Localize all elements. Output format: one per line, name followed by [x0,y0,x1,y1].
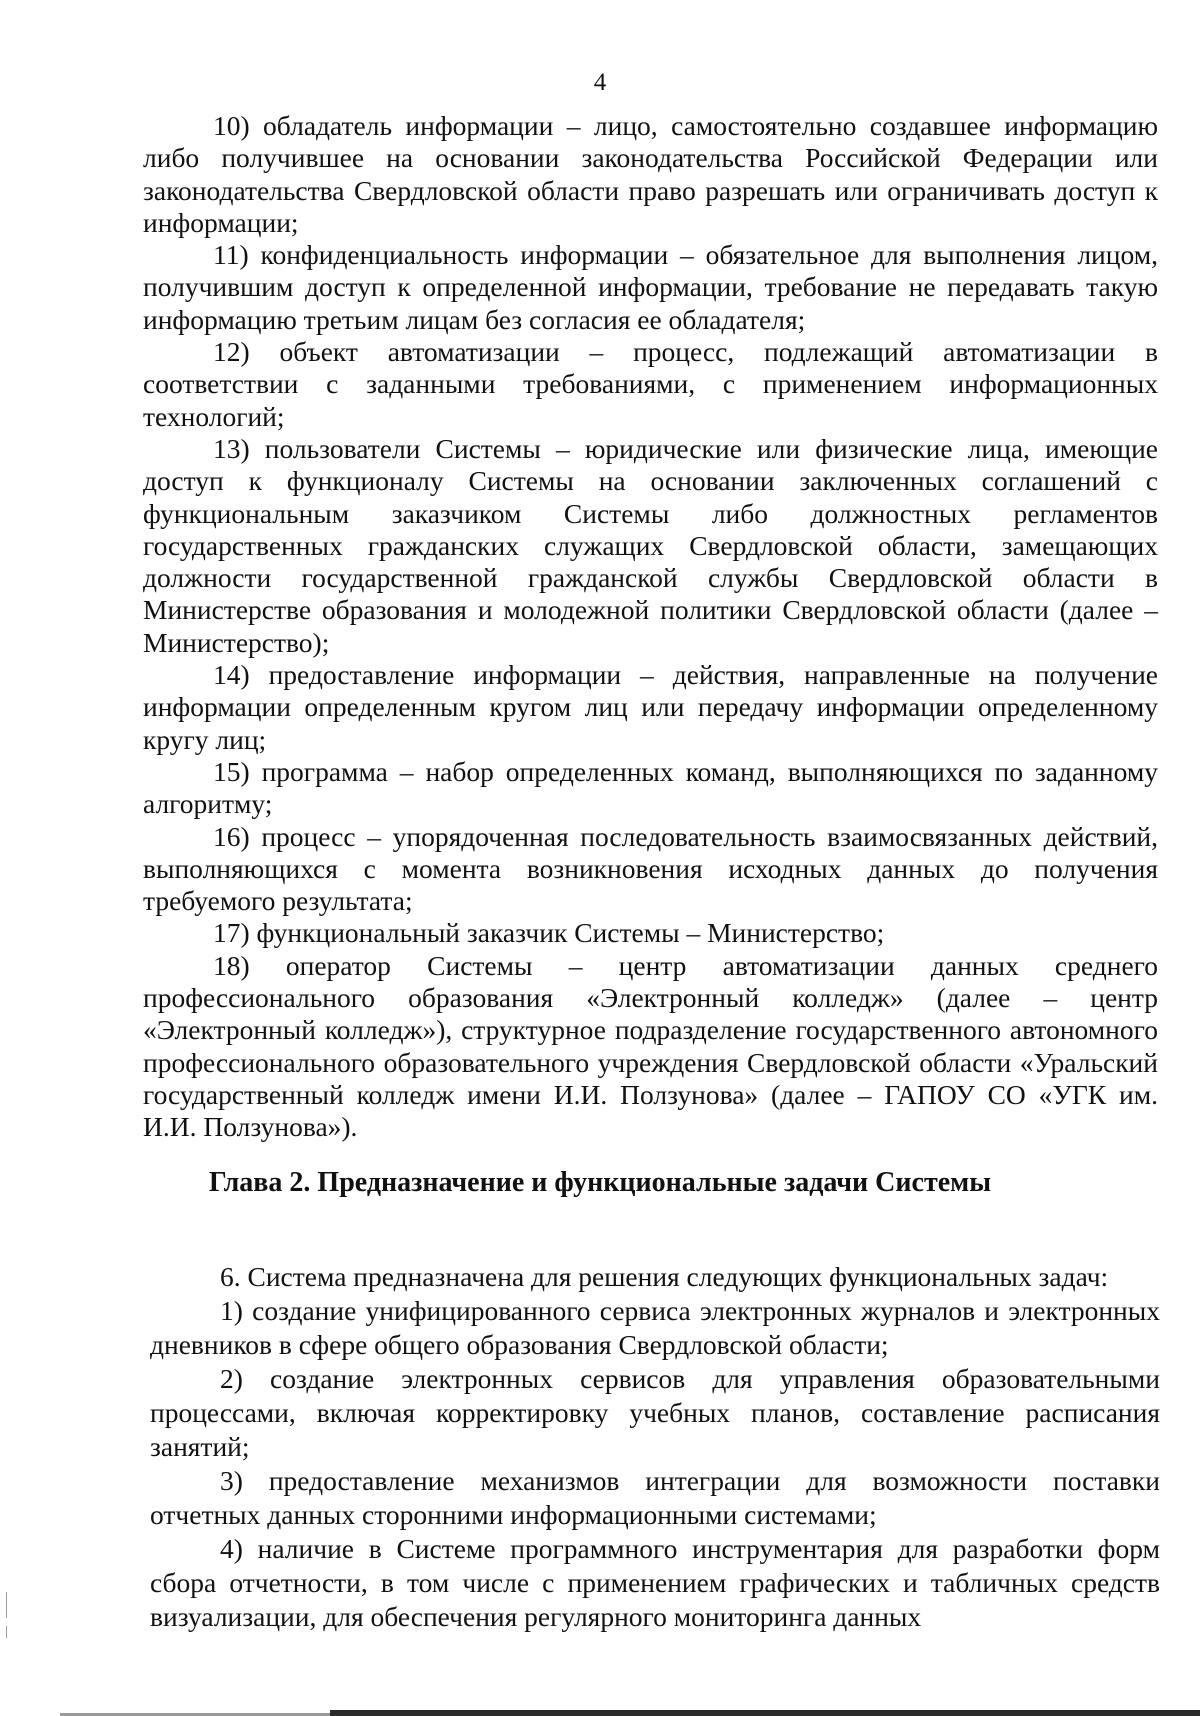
definitions-section [143,110,1158,1144]
scan-artifact-mark [6,1592,7,1618]
functional-tasks-section [150,1260,1160,1634]
page-number: 4 [593,69,607,96]
task-item-4: 4) наличие в Системе программного инструментария для разработки форм сбора отчетности, в том числе с применением графических и табличных средств визуализации, для обеспечения регулярного мониторинга данных [150,1533,1160,1632]
chapter-title: Глава 2. Предназначение и функциональные задачи Системы [208,1167,992,1198]
paragraph-6-intro: 6. Система предназначена для решения следующих функциональных задач: [220,1261,1109,1292]
paragraph-15: 15) программа – набор определенных команд, выполняющихся по заданному алгоритму; [143,755,1158,820]
paragraph-17: 17) функциональный заказчик Системы – Министерство; [213,917,885,949]
task-item-1: 1) создание унифицированного сервиса электронных журналов и электронных дневников в сфере общего образования Свердловской области; [150,1295,1160,1360]
paragraph-12: 12) объект автоматизации – процесс, подлежащий автоматизации в соответствии с заданными требованиями, с применением информационных технологий; [143,336,1158,432]
paragraph-11: 11) конфиденциальность информации – обязательное для выполнения лицом, получившим доступ к определенной информации, требование не передавать такую информацию третьим лицам без согласия ее обладателя; [143,239,1158,335]
task-item-3: 3) предоставление механизмов интеграции для возможности поставки отчетных данных сторонними информационными системами; [150,1465,1160,1530]
task-item-2: 2) создание электронных сервисов для управления образовательными процессами, включая корректировку учебных планов, составление расписания занятий; [150,1363,1160,1462]
paragraph-13: 13) пользователи Системы – юридические или физические лица, имеющие доступ к функционалу Системы на основании заключенных соглашений с функциональным заказчиком Системы либо должностных регламентов государственных гражданских служащих Свердловской области, замещающих должности государственной гражданской службы Свердловской области в Министерстве образования и молодежной политики Свердловской области (далее – Министерство); [143,432,1158,658]
paragraph-16: 16) процесс – упорядоченная последовательность взаимосвязанных действий, выполняющихся с момента возникновения исходных данных до получения требуемого результата; [143,820,1158,917]
scan-edge-dark [330,1710,1200,1716]
scan-artifact-mark [6,1626,7,1638]
paragraph-14: 14) предоставление информации – действия, направленные на получение информации определенным кругом лиц или передачу информации определенному кругу лиц; [143,659,1158,755]
scan-bottom-edge [0,1708,1200,1716]
paragraph-18: 18) оператор Системы – центр автоматизации данных среднего профессионального образования «Электронный колледж» (далее – центр «Электронный колледж»), структурное подразделение государственного автономного профессионального образовательного учреждения Свердловской области «Уральский государственный колледж имени И.И. Ползунова» (далее – ГАПОУ СО «УГК им. И.И. Ползунова»). [143,949,1158,1143]
paragraph-10: 10) обладатель информации – лицо, самостоятельно создавшее информацию либо получившее на основании законодательства Российской Федерации или законодательства Свердловской области право разрешать или ограничивать доступ к информации; [143,110,1158,238]
